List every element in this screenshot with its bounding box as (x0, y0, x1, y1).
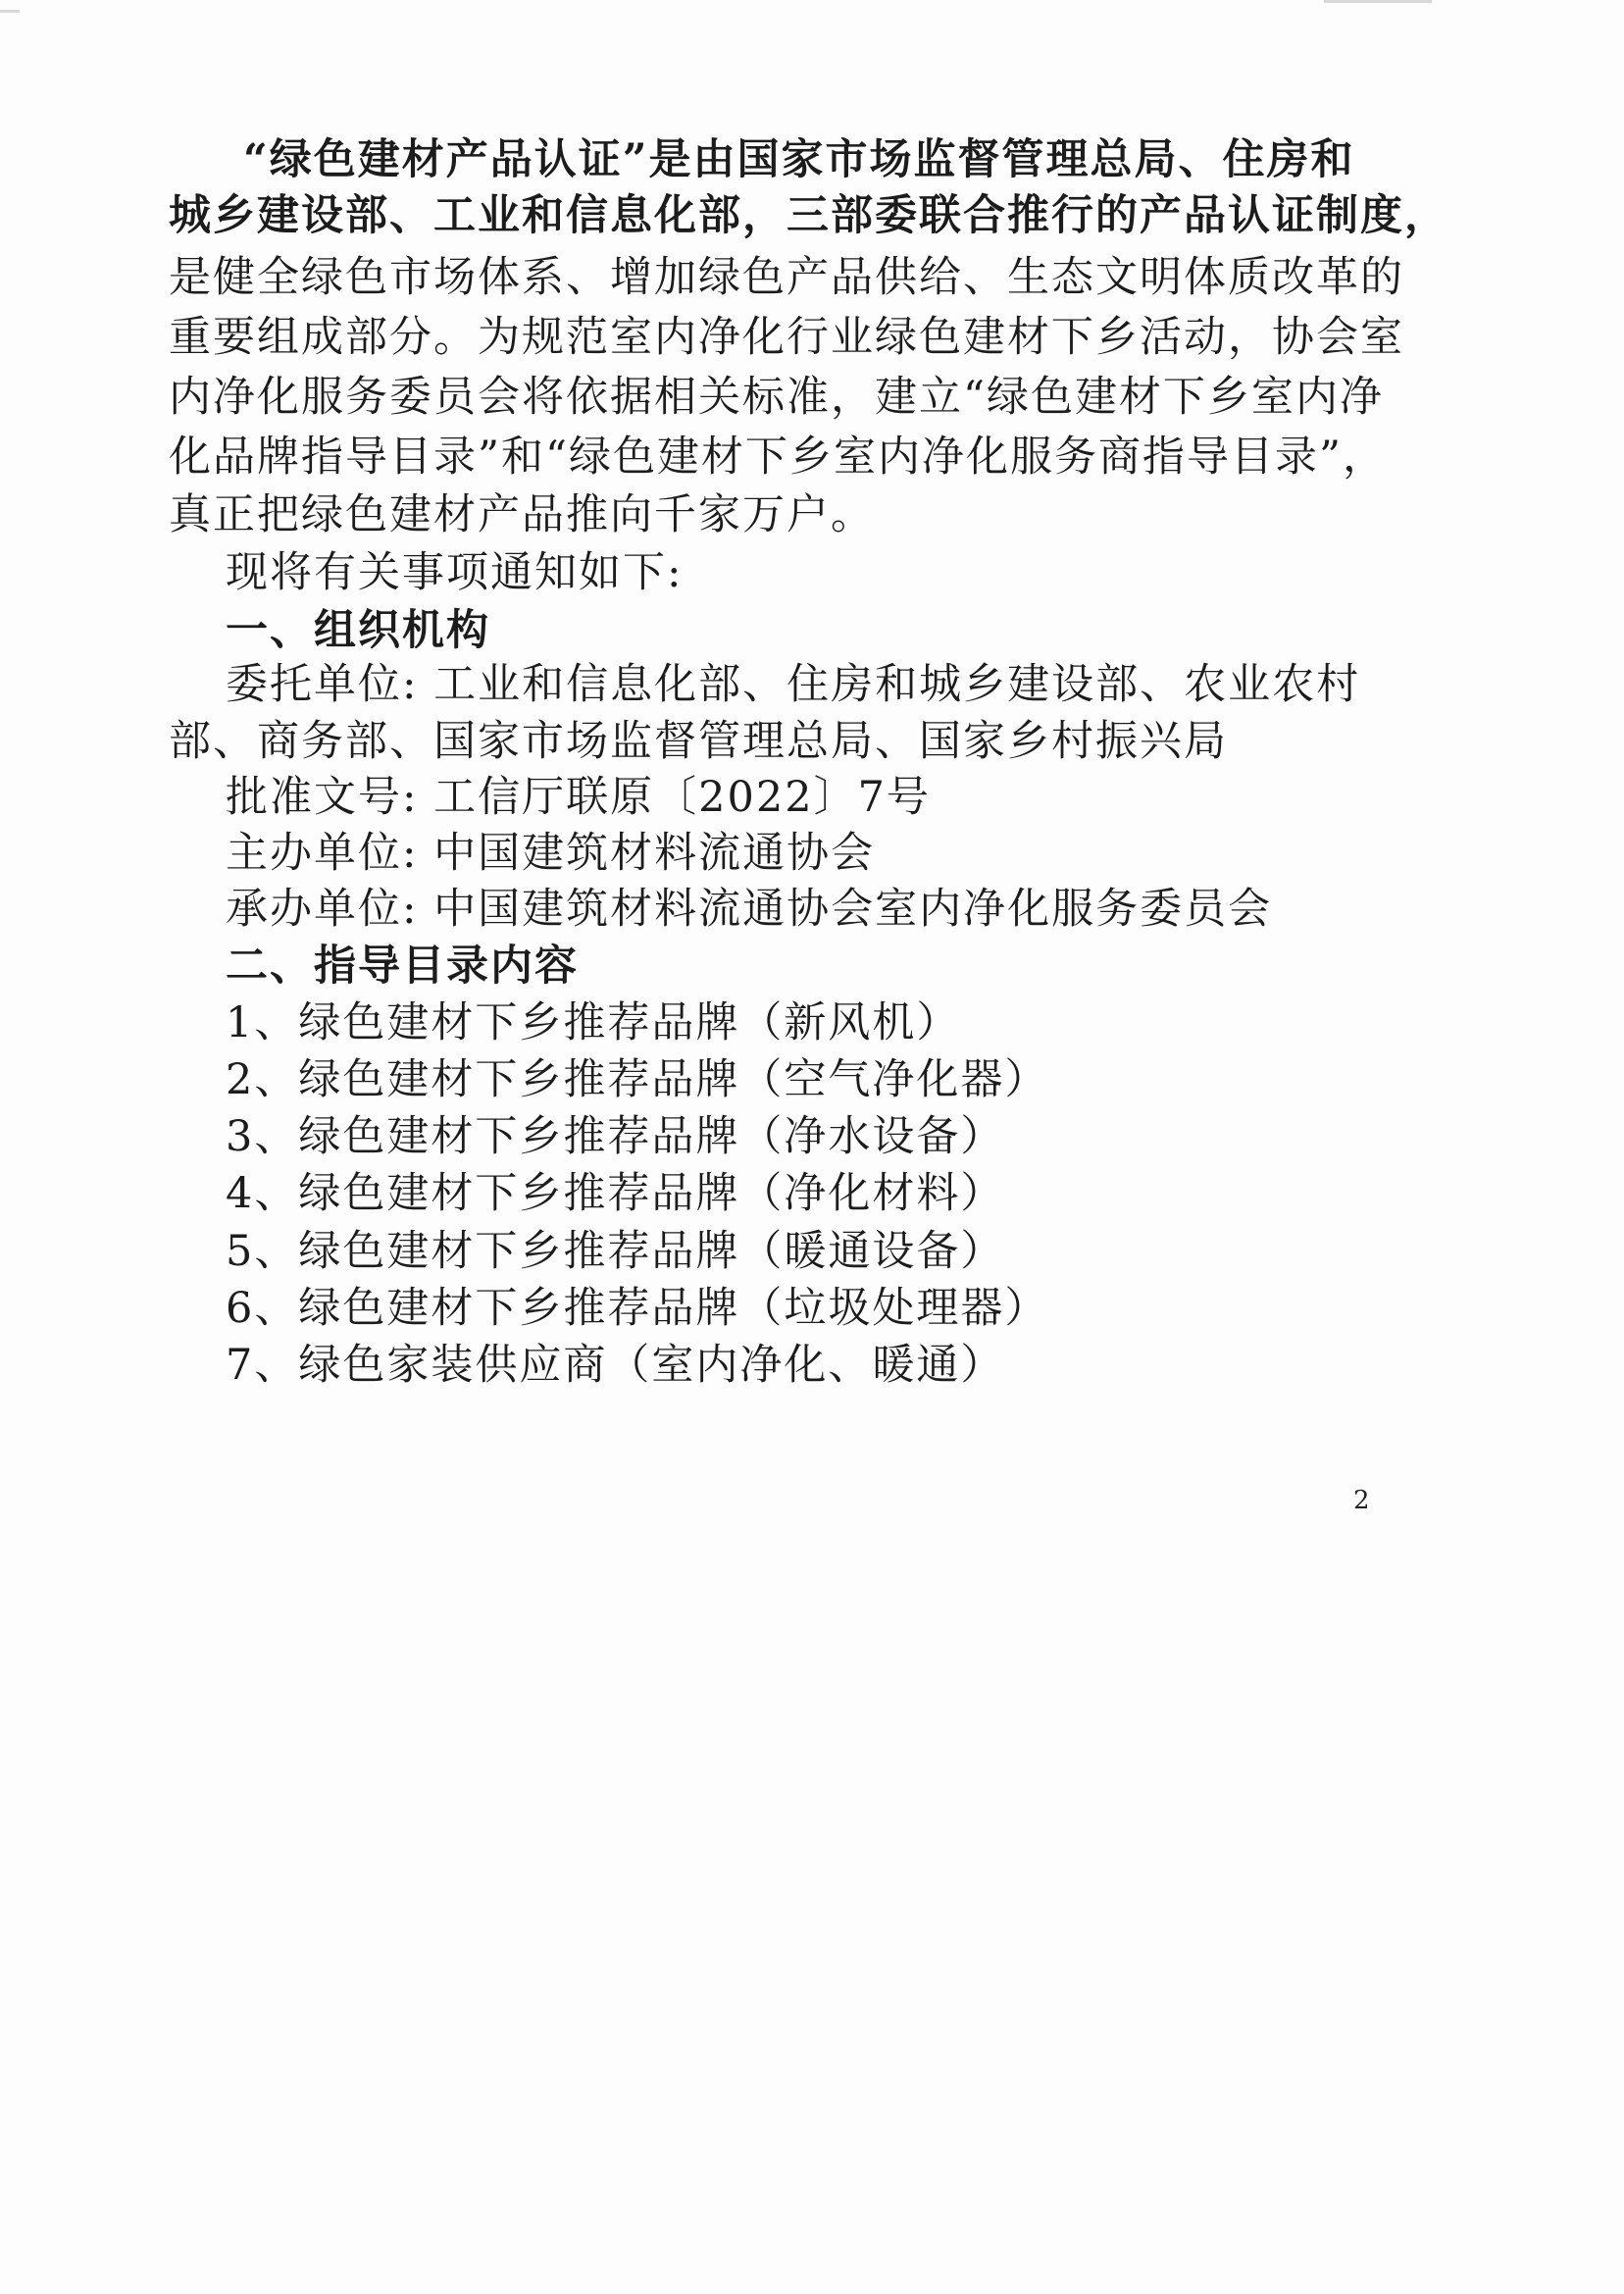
paragraph-1-line: “绿色建材产品认证”是由国家市场监督管理总局、住房和 (243, 135, 1355, 184)
catalog-item: 3、绿色建材下乡推荐品牌（净水设备） (226, 1112, 1005, 1161)
scan-artifact (1324, 0, 1432, 3)
paragraph-1-line: 重要组成部分。为规范室内净化行业绿色建材下乡活动，协会室 (169, 313, 1404, 362)
entrust-unit-line: 委托单位: 工业和信息化部、住房和城乡建设部、农业农村 (226, 660, 1361, 709)
paragraph-1-line: 真正把绿色建材产品推向千家万户。 (169, 490, 875, 539)
paragraph-1-line: 化品牌指导目录”和“绿色建材下乡室内净化服务商指导目录”， (169, 433, 1387, 482)
entrust-unit-line: 部、商务部、国家市场监督管理总局、国家乡村振兴局 (169, 717, 1228, 766)
paragraph-1-line: 内净化服务委员会将依据相关标准，建立“绿色建材下乡室内净 (169, 373, 1384, 422)
paragraph-1-line: 城乡建设部、工业和信息化部，三部委联合推行的产品认证制度， (169, 191, 1448, 240)
approval-number: 批准文号: 工信厅联原〔2022〕7号 (226, 773, 931, 822)
page-number: 2 (1353, 1486, 1370, 1515)
paragraph-1-line: 是健全绿色市场体系、增加绿色产品供给、生态文明体质改革的 (169, 253, 1404, 302)
section-1-heading: 一、组织机构 (226, 606, 490, 655)
catalog-item: 6、绿色建材下乡推荐品牌（垃圾处理器） (226, 1284, 1049, 1333)
catalog-item: 1、绿色建材下乡推荐品牌（新风机） (226, 998, 961, 1047)
section-2-heading: 二、指导目录内容 (226, 942, 579, 991)
catalog-item: 7、绿色家装供应商（室内净化、暖通） (226, 1341, 1005, 1390)
organizer-unit: 承办单位: 中国建筑材料流通协会室内净化服务委员会 (226, 885, 1273, 934)
scan-artifact (0, 10, 20, 13)
catalog-item: 5、绿色建材下乡推荐品牌（暖通设备） (226, 1227, 1005, 1276)
catalog-item: 4、绿色建材下乡推荐品牌（净化材料） (226, 1169, 1005, 1218)
catalog-item: 2、绿色建材下乡推荐品牌（空气净化器） (226, 1055, 1049, 1104)
host-unit: 主办单位: 中国建筑材料流通协会 (226, 829, 876, 878)
notice-intro: 现将有关事项通知如下: (226, 548, 684, 597)
